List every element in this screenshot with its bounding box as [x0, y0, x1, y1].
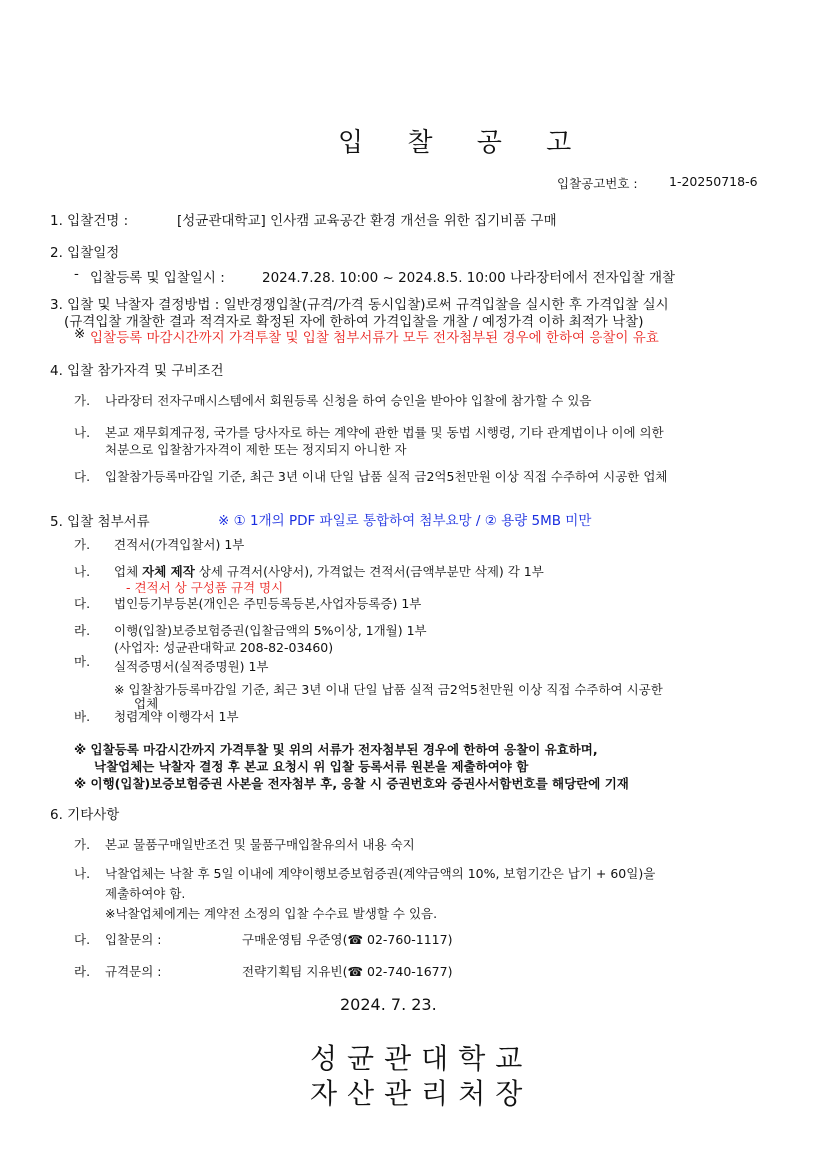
section-5-na-key: 나.	[74, 564, 91, 579]
section-3-line-2: (규격입찰 개찰한 결과 적격자로 확정된 자에 한하여 가격입찰을 개찰 / 예정가격 이하 최적가 낙찰)	[64, 314, 644, 330]
section-2-label: 2. 입찰일정	[50, 245, 120, 261]
section-5-ra-line-2: (사업자: 성균관대학교 208-82-03460)	[114, 640, 334, 655]
section-2-item: 입찰등록 및 입찰일시 :	[90, 270, 225, 286]
section-4-da-key: 다.	[74, 469, 91, 484]
section-5-ra-line-1: 이행(입찰)보증보험증권(입찰금액의 5%이상, 1개월) 1부	[114, 623, 427, 638]
section-5-na-pre: 업체	[114, 564, 143, 579]
section-6-na-key: 나.	[74, 866, 91, 881]
section-5-na-sub: - 견적서 상 구성품 규격 명시	[126, 580, 284, 595]
issuer-department: 자산관리처장	[310, 1077, 533, 1110]
section-6-ra-key: 라.	[74, 964, 91, 979]
section-3-note-mark: ※	[74, 326, 86, 342]
section-1-label: 1. 입찰건명 :	[50, 213, 129, 229]
section-2-value: 2024.7.28. 10:00 ~ 2024.8.5. 10:00 나라장터에서 전자입찰 개찰	[262, 270, 676, 286]
section-5-ra-key: 라.	[74, 623, 91, 638]
section-6-da-key: 다.	[74, 932, 91, 947]
section-5-ma-note-2: 업체	[134, 696, 159, 711]
announcement-date: 2024. 7. 23.	[340, 995, 437, 1014]
section-4-na-key: 나.	[74, 425, 91, 440]
section-6-ga-key: 가.	[74, 837, 91, 852]
section-5-warning-line-1: ※ 입찰등록 마감시간까지 가격투찰 및 위의 서류가 전자첨부된 경우에 한하여 응찰이 유효하며,	[74, 742, 598, 757]
section-6-na-line-2: 제출하여야 함.	[105, 886, 186, 901]
section-5-warning-line-3: ※ 이행(입찰)보증보험증권 사본을 전자첨부 후, 응찰 시 증권번호와 증권사서함번호를 해당란에 기재	[74, 776, 629, 791]
page-title: 입 찰 공 고	[338, 128, 590, 158]
section-5-ma-note-1: ※ 입찰참가등록마감일 기준, 최근 3년 이내 단일 납품 실적 금2억5천만원 이상 직접 수주하여 시공한	[114, 682, 663, 697]
section-5-label: 5. 입찰 첨부서류	[50, 514, 150, 530]
section-6-da-label: 입찰문의 :	[105, 932, 162, 947]
section-6-label: 6. 기타사항	[50, 807, 120, 823]
section-4-ga-key: 가.	[74, 393, 91, 408]
section-2-dash: -	[74, 266, 79, 282]
section-1-value: [성균관대학교] 인사캠 교육공간 환경 개선을 위한 집기비품 구매	[177, 213, 557, 229]
section-3-note: 입찰등록 마감시간까지 가격투찰 및 입찰 첨부서류가 모두 전자첨부된 경우에 한하여 응찰이 유효	[90, 330, 659, 346]
section-5-na-post: 상세 규격서(사양서), 가격없는 견적서(금액부분만 삭제) 각 1부	[194, 564, 544, 579]
section-5-ma-key: 마.	[74, 654, 91, 669]
section-5-ga: 견적서(가격입찰서) 1부	[114, 537, 245, 552]
section-4-label: 4. 입찰 참가자격 및 구비조건	[50, 363, 224, 379]
section-6-ra-value: 전략기획팀 지유빈(☎ 02-740-1677)	[242, 964, 453, 979]
section-5-warning-line-2: 낙찰업체는 낙찰자 결정 후 본교 요청시 위 입찰 등록서류 원본을 제출하여야 함	[94, 759, 529, 774]
section-6-ga: 본교 물품구매일반조건 및 물품구매입찰유의서 내용 숙지	[105, 837, 415, 852]
notice-number-value: 1-20250718-6	[669, 174, 758, 189]
section-6-da-value: 구매운영팀 우준영(☎ 02-760-1117)	[242, 932, 453, 947]
section-5-ba: 청렴계약 이행각서 1부	[114, 709, 239, 724]
section-4-na-line-2: 처분으로 입찰참가자격이 제한 또는 정지되지 아니한 자	[105, 442, 407, 457]
section-4-ga: 나라장터 전자구매시스템에서 회원등록 신청을 하여 승인을 받아야 입찰에 참가할 수 있음	[105, 393, 592, 408]
section-5-na-bold: 자체 제작	[142, 564, 195, 579]
section-5-da: 법인등기부등본(개인은 주민등록등본,사업자등록증) 1부	[114, 596, 422, 611]
section-5-ba-key: 바.	[74, 709, 91, 724]
issuer-university: 성균관대학교	[310, 1042, 533, 1075]
section-6-na-line-3: ※낙찰업체에게는 계약전 소정의 입찰 수수료 발생할 수 있음.	[105, 906, 438, 921]
section-6-ra-label: 규격문의 :	[105, 964, 162, 979]
section-4-da: 입찰참가등록마감일 기준, 최근 3년 이내 단일 납품 실적 금2억5천만원 이상 직접 수주하여 시공한 업체	[105, 469, 668, 484]
section-5-da-key: 다.	[74, 596, 91, 611]
section-4-na-line-1: 본교 재무회계규정, 국가를 당사자로 하는 계약에 관한 법률 및 동법 시행령, 기타 관계법이나 이에 의한	[105, 425, 664, 440]
section-5-ga-key: 가.	[74, 537, 91, 552]
section-6-na-line-1: 낙찰업체는 낙찰 후 5일 이내에 계약이행보증보험증권(계약금액의 10%, 보험기간은 납기 + 60일)을	[105, 866, 656, 881]
section-3-line-1: 3. 입찰 및 낙찰자 결정방법 : 일반경쟁입찰(규격/가격 동시입찰)로써 규격입찰을 실시한 후 가격입찰 실시	[50, 297, 669, 313]
section-5-ma: 실적증명서(실적증명원) 1부	[114, 659, 269, 674]
section-5-note: ※ ① 1개의 PDF 파일로 통합하여 첨부요망 / ② 용량 5MB 미만	[218, 513, 592, 529]
notice-number-label: 입찰공고번호 :	[557, 176, 638, 191]
